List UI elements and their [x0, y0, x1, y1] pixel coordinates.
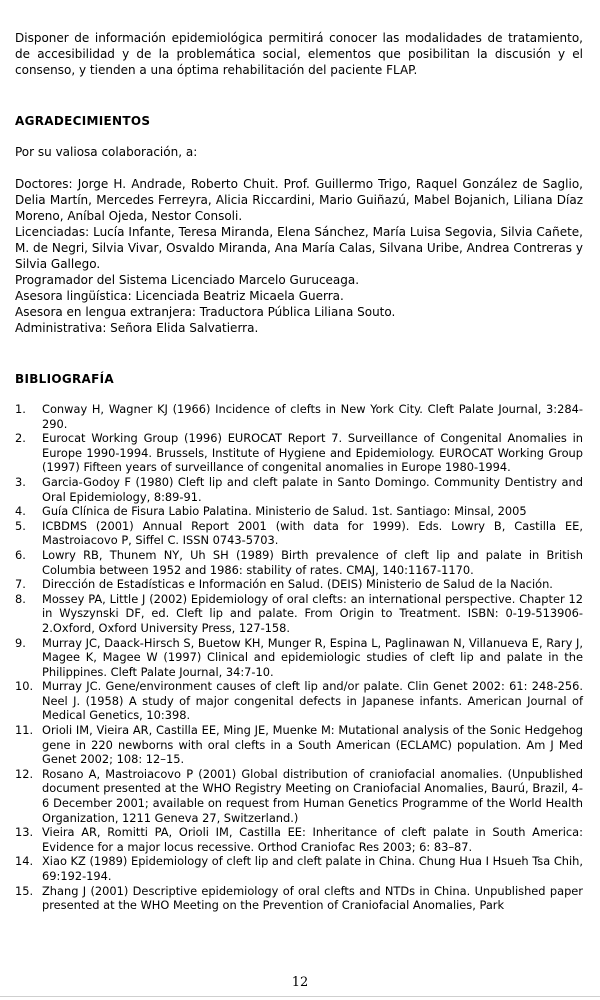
credit-doctors: Doctores: Jorge H. Andrade, Roberto Chuit. Prof. Guillermo Trigo, Raquel González de Saglio, Delia Martín, Mercedes Ferreyra, Alicia Riccardini, Mario Guiñazú, Mabel Bojanich, Liliana Díaz Moreno, Aníbal Ojeda, Nestor Consoli. [15, 177, 583, 223]
reference-item: 6. Lowry RB, Thunem NY, Uh SH (1989) Birth prevalence of cleft lip and palate in British Columbia between 1952 and 1986: stability of rates. CMAJ, 140:1167-1170. [15, 547, 583, 577]
credit-licenciadas: Licenciadas: Lucía Infante, Teresa Miranda, Elena Sánchez, María Luisa Segovia, Silvia Cañete, M. de Negri, Silvia Vivar, Osvaldo Miranda, Ana María Calas, Silvana Uribe, Andrea Contreras y Silvia Gallego. [15, 225, 583, 271]
reference-item: 15. Zhang J (2001) Descriptive epidemiology of oral clefts and NTDs in China. Unpublished paper presented at the WHO Meeting on the Prevention of Craniofacial Anomalies, Park [15, 883, 583, 913]
reference-item: 5. ICBDMS (2001) Annual Report 2001 (with data for 1999). Eds. Lowry B, Castilla EE, Mastroiacovo P, Siffel C. ISSN 0743-5703. [15, 518, 583, 548]
reference-item: 7. Dirección de Estadísticas e Información en Salud. (DEIS) Ministerio de Salud de la Nación. [15, 577, 553, 592]
document-page [15, 30, 583, 913]
reference-item: 8. Mossey PA, Little J (2002) Epidemiology of oral clefts: an international perspective. Chapter 12 in Wyszynski DF, ed. Cleft lip and palate. From Origin to Treatment. ISBN: 0-19-513906-2.Oxford, Oxford University Press, 127-158. [15, 591, 583, 635]
bibliography-heading: BIBLIOGRAFÍA [15, 372, 114, 386]
reference-item: 1. Conway H, Wagner KJ (1966) Incidence of clefts in New York City. Cleft Palate Journal, 3:284-290. [15, 402, 583, 431]
reference-item: 9. Murray JC, Daack-Hirsch S, Buetow KH, Munger R, Espina L, Paglinawan N, Villanueva E, Rary J, Magee K, Magee W (1997) Clinical and epidemiologic studies of cleft lip and palate in the Philippines. Cleft Palate Journal, 34:7-10. [15, 635, 583, 679]
reference-item: 10. Murray JC. Gene/environment causes of cleft lip and/or palate. Clin Genet 2002: 61: 248-256. Neel J. (1958) A study of major congenital defects in Japanese infants. American Journal of Medical Genetics, 10:398. [15, 679, 583, 723]
credit-asesora-lengua: Asesora en lengua extranjera: Traductora Pública Liliana Souto. [15, 305, 396, 319]
reference-item: 2. Eurocat Working Group (1996) EUROCAT Report 7. Surveillance of Congenital Anomalies in Europe 1990-1994. Brussels, Institute of Hygiene and Epidemiology. EUROCAT Working Group (1997) Fifteen years of surveillance of congenital anomalies in Europe 1980-1994. [15, 431, 583, 475]
page-bottom-rule [0, 996, 600, 997]
reference-item: 13. Vieira AR, Romitti PA, Orioli IM, Castilla EE: Inheritance of cleft palate in South America: Evidence for a major locus recessive. Orthod Craniofac Res 2003; 6: 83–87. [15, 825, 583, 854]
acknowledgements-heading: AGRADECIMIENTOS [15, 114, 151, 128]
reference-item: 4. Guía Clínica de Fisura Labio Palatina. Ministerio de Salud. 1st. Santiago: Minsal, 2005 [15, 504, 527, 519]
page-number: 12 [291, 975, 309, 990]
bibliography-list [15, 402, 583, 913]
credit-programador: Programador del Sistema Licenciado Marcelo Guruceaga. [15, 273, 360, 287]
acknowledgements-list [15, 176, 583, 336]
reference-item: 3. Garcia-Godoy F (1980) Cleft lip and cleft palate in Santo Domingo. Community Dentistry and Oral Epidemiology, 8:89-91. [15, 474, 583, 504]
reference-item: 11. Orioli IM, Vieira AR, Castilla EE, Ming JE, Muenke M: Mutational analysis of the Sonic Hedgehog gene in 220 newborns with oral clefts in a South American (ECLAMC) population. Am J Med Genet 2002; 108: 12–15. [15, 723, 583, 767]
credit-administrativa: Administrativa: Señora Elida Salvatierra. [15, 321, 259, 335]
reference-item: 12. Rosano A, Mastroiacovo P (2001) Global distribution of craniofacial anomalies. (Unpublished document presented at the WHO Registry Meeting on Craniofacial Anomalies, Baurú, Brazil, 4-6 December 2001; available on request from Human Genetics Programme of the World Health Organization, 1211 Geneva 27, Switzerland.) [15, 766, 583, 825]
intro-paragraph: Disponer de información epidemiológica permitirá conocer las modalidades de tratamiento, de accesibilidad y de la problemática social, elementos que posibilitan la discusión y el consenso, y tienden a una óptima rehabilitación del paciente FLAP. [15, 31, 583, 77]
acknowledgements-intro: Por su valiosa colaboración, a: [15, 145, 198, 159]
credit-asesora-linguistica: Asesora lingüística: Licenciada Beatriz Micaela Guerra. [15, 289, 344, 303]
reference-item: 14. Xiao KZ (1989) Epidemiology of cleft lip and cleft palate in China. Chung Hua I Hsueh Tsa Chih, 69:192-194. [15, 854, 583, 883]
